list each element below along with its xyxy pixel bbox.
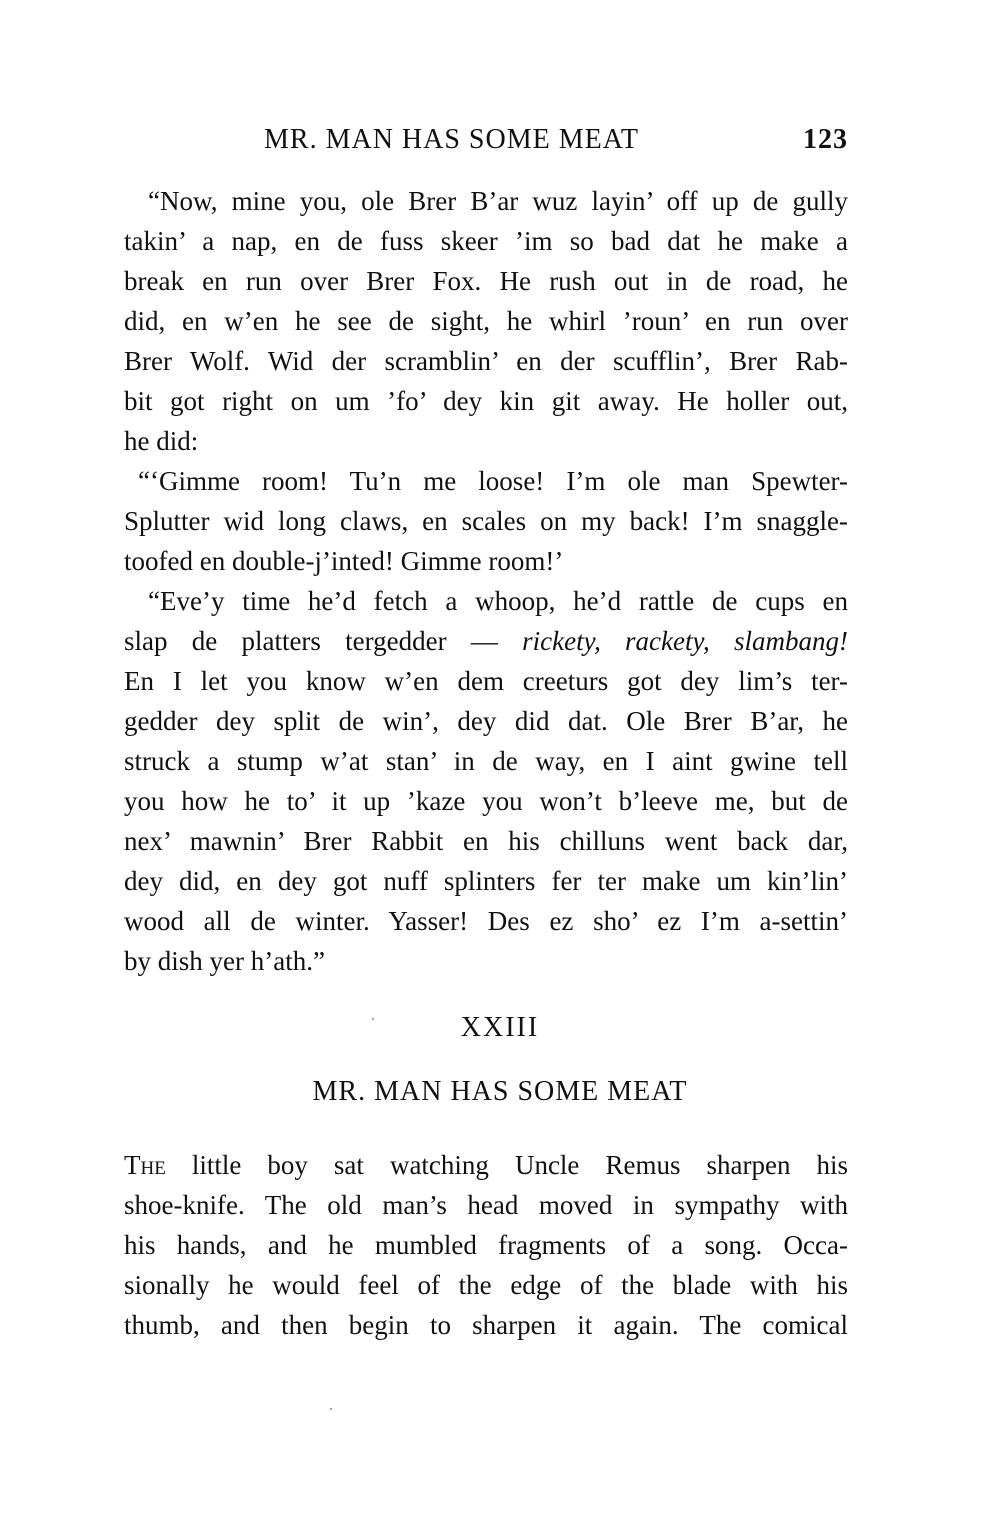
text-line: break en run over Brer Fox. He rush out in de road, he (124, 266, 848, 296)
text-line: did, en w’en he see de sight, he whirl ’roun’ en run over (124, 306, 848, 336)
italic-onomatopoeia: rickety, rackety, slambang! (522, 626, 848, 656)
text-line-lead: slap de platters tergedder — (124, 626, 498, 656)
text-line: thumb, and then begin to sharpen it again. The comical (124, 1310, 848, 1340)
text-line: gedder dey split de win’, dey did dat. Ole Brer B’ar, he (124, 706, 848, 736)
text-line: he did: (124, 426, 199, 456)
text-line: struck a stump w’at stan’ in de way, en I aint gwine tell (124, 746, 848, 776)
text-line: by dish yer h’ath.” (124, 946, 325, 976)
text-line: bit got right on um ’fo’ dey kin git away. He holler out, (124, 386, 848, 416)
page-number: 123 (803, 124, 848, 155)
chapter-number: XXIII (460, 1012, 540, 1043)
paper-speck (372, 1018, 374, 1020)
text-line: sionally he would feel of the edge of the blade with his (124, 1270, 848, 1300)
text-line: dey did, en dey got nuff splinters fer ter make um kin’lin’ (124, 866, 848, 896)
text-line: En I let you know w’en dem creeturs got dey lim’s ter- (124, 666, 848, 696)
text-line: takin’ a nap, en de fuss skeer ’im so bad dat he make a (124, 226, 848, 256)
text-line: Splutter wid long claws, en scales on my back! I’m snaggle- (124, 506, 848, 536)
opening-word: The (124, 1150, 166, 1180)
text-line: Brer Wolf. Wid der scramblin’ en der scufflin’, Brer Rab- (124, 346, 848, 376)
story-text-top (124, 181, 848, 981)
text-line: “Now, mine you, ole Brer B’ar wuz layin’ off up de gully (148, 186, 848, 216)
text-line (124, 1145, 848, 1185)
text-line: his hands, and he mumbled fragments of a song. Occa- (124, 1230, 848, 1260)
chapter-title: MR. MAN HAS SOME MEAT (312, 1076, 688, 1107)
text-line: “Eve’y time he’d fetch a whoop, he’d rattle de cups en (148, 586, 848, 616)
text-line: nex’ mawnin’ Brer Rabbit en his chilluns went back dar, (124, 826, 848, 856)
story-text-bottom (124, 1145, 848, 1345)
paper-speck (330, 1408, 332, 1410)
text-line: you how he to’ it up ’kaze you won’t b’leeve me, but de (124, 786, 848, 816)
text-line-rest: little boy sat watching Uncle Remus sharpen his (165, 1150, 848, 1180)
running-title: MR. MAN HAS SOME MEAT (264, 124, 639, 155)
running-head (124, 124, 848, 164)
text-line: wood all de winter. Yasser! Des ez sho’ ez I’m a-settin’ (124, 906, 848, 936)
text-line: shoe-knife. The old man’s head moved in sympathy with (124, 1190, 848, 1220)
text-line: “‘Gimme room! Tu’n me loose! I’m ole man Spewter- (138, 466, 848, 496)
text-line (124, 621, 848, 661)
text-line: toofed en double-j’inted! Gimme room!’ (124, 546, 564, 576)
